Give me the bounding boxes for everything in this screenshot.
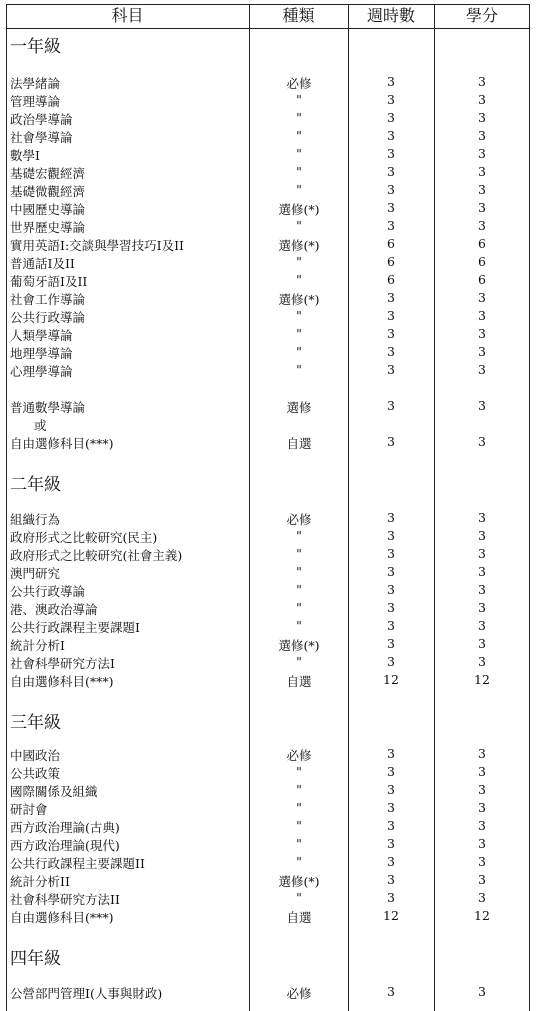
table-row bbox=[6, 236, 530, 254]
type-cell: 必修 bbox=[286, 76, 312, 91]
hours-cell: 3 bbox=[387, 110, 395, 125]
hours-cell: 3 bbox=[387, 164, 395, 179]
hours-cell: 3 bbox=[387, 636, 395, 651]
credits-cell: 3 bbox=[478, 146, 486, 161]
table-row bbox=[6, 582, 530, 600]
subject-cell: 葡萄牙語I及II bbox=[10, 274, 88, 289]
credits-cell: 3 bbox=[478, 984, 486, 999]
hours-cell: 6 bbox=[387, 272, 395, 287]
hours-cell: 3 bbox=[387, 92, 395, 107]
type-cell: 必修 bbox=[286, 748, 312, 763]
type-cell: " bbox=[296, 800, 302, 815]
credits-cell: 3 bbox=[478, 854, 486, 869]
table-row bbox=[6, 434, 530, 452]
subject-cell: 社會工作導論 bbox=[10, 292, 86, 307]
hours-cell: 3 bbox=[387, 600, 395, 615]
table-row bbox=[6, 182, 530, 200]
table-row bbox=[6, 110, 530, 128]
credits-cell: 12 bbox=[474, 672, 490, 687]
hours-cell: 3 bbox=[387, 200, 395, 215]
table-row bbox=[6, 344, 530, 362]
table-row bbox=[6, 218, 530, 236]
type-cell: " bbox=[296, 272, 302, 287]
table-row bbox=[6, 764, 530, 782]
subject-cell: 法學緒論 bbox=[10, 76, 61, 91]
type-cell: " bbox=[296, 528, 302, 543]
hours-cell: 3 bbox=[387, 218, 395, 233]
table-row bbox=[6, 398, 530, 416]
credits-cell: 3 bbox=[478, 362, 486, 377]
type-cell: 選修(*) bbox=[278, 638, 320, 653]
table-row bbox=[6, 854, 530, 872]
table-row bbox=[6, 92, 530, 110]
credits-cell: 3 bbox=[478, 818, 486, 833]
hours-cell: 3 bbox=[387, 872, 395, 887]
type-cell: 必修 bbox=[286, 512, 312, 527]
credits-cell: 3 bbox=[478, 872, 486, 887]
hours-cell: 3 bbox=[387, 182, 395, 197]
credits-cell: 3 bbox=[478, 636, 486, 651]
table-row bbox=[6, 254, 530, 272]
type-cell: " bbox=[296, 854, 302, 869]
credits-cell: 3 bbox=[478, 800, 486, 815]
hours-cell: 6 bbox=[387, 236, 395, 251]
subject-cell: 組織行為 bbox=[10, 512, 61, 527]
subject-cell: 社會學導論 bbox=[10, 130, 73, 145]
credits-cell: 3 bbox=[478, 92, 486, 107]
credits-cell: 3 bbox=[478, 782, 486, 797]
credits-cell: 6 bbox=[478, 254, 486, 269]
type-cell: " bbox=[296, 308, 302, 323]
table-row bbox=[6, 908, 530, 926]
table-row bbox=[6, 146, 530, 164]
type-cell: " bbox=[296, 110, 302, 125]
hours-cell: 3 bbox=[387, 290, 395, 305]
subject-cell: 統計分析II bbox=[10, 874, 70, 889]
hours-cell: 3 bbox=[387, 528, 395, 543]
hours-cell: 3 bbox=[387, 984, 395, 999]
subject-cell: 公共行政課程主要課題I bbox=[10, 620, 140, 635]
credits-cell: 3 bbox=[478, 510, 486, 525]
table-row bbox=[6, 890, 530, 908]
hours-cell: 3 bbox=[387, 800, 395, 815]
type-cell: 自選 bbox=[286, 674, 312, 689]
table-row bbox=[6, 128, 530, 146]
hours-cell: 3 bbox=[387, 618, 395, 633]
header-type: 種類 bbox=[282, 6, 315, 25]
table-row bbox=[6, 872, 530, 890]
table-row bbox=[6, 74, 530, 92]
subject-cell: 澳門研究 bbox=[10, 566, 61, 581]
year-heading: 二年級 bbox=[10, 475, 61, 495]
type-cell: " bbox=[296, 128, 302, 143]
table-row bbox=[6, 528, 530, 546]
subject-cell: 自由選修科目(***) bbox=[10, 910, 114, 925]
year-heading: 四年級 bbox=[10, 949, 61, 969]
subject-cell: 政府形式之比較研究(民主) bbox=[10, 530, 158, 545]
subject-cell: 港、澳政治導論 bbox=[10, 602, 98, 617]
subject-cell: 政治學導論 bbox=[10, 112, 73, 127]
type-cell: " bbox=[296, 344, 302, 359]
type-cell: 選修 bbox=[286, 400, 312, 415]
subject-cell: 中國政治 bbox=[10, 748, 61, 763]
subject-cell: 心理學導論 bbox=[10, 364, 73, 379]
type-cell: " bbox=[296, 582, 302, 597]
subject-cell: 管理導論 bbox=[10, 94, 61, 109]
subject-cell: 中國歷史導論 bbox=[10, 202, 86, 217]
table-row bbox=[6, 818, 530, 836]
hours-cell: 3 bbox=[387, 510, 395, 525]
type-cell: 自選 bbox=[286, 436, 312, 451]
subject-cell: 社會科學研究方法II bbox=[10, 892, 120, 907]
year-heading: 一年級 bbox=[10, 37, 61, 57]
hours-cell: 3 bbox=[387, 398, 395, 413]
credits-cell: 3 bbox=[478, 564, 486, 579]
hours-cell: 3 bbox=[387, 128, 395, 143]
subject-cell: 人類學導論 bbox=[10, 328, 73, 343]
credits-cell: 3 bbox=[478, 200, 486, 215]
header-subject: 科目 bbox=[111, 6, 144, 25]
hours-cell: 3 bbox=[387, 308, 395, 323]
table-row bbox=[6, 782, 530, 800]
header-credits: 學分 bbox=[465, 6, 498, 25]
hours-cell: 3 bbox=[387, 854, 395, 869]
hours-cell: 3 bbox=[387, 890, 395, 905]
type-cell: " bbox=[296, 92, 302, 107]
subject-cell: 國際關係及組織 bbox=[10, 784, 98, 799]
table-row bbox=[6, 836, 530, 854]
credits-cell: 3 bbox=[478, 308, 486, 323]
type-cell: " bbox=[296, 564, 302, 579]
type-cell: " bbox=[296, 764, 302, 779]
credits-cell: 3 bbox=[478, 546, 486, 561]
credits-cell: 3 bbox=[478, 290, 486, 305]
hours-cell: 6 bbox=[387, 254, 395, 269]
subject-cell: 西方政治理論(古典) bbox=[10, 820, 120, 835]
subject-cell: 實用英語I:交談與學習技巧I及II bbox=[10, 238, 184, 253]
hours-cell: 3 bbox=[387, 746, 395, 761]
subject-cell: 數學I bbox=[10, 148, 40, 163]
subject-cell: 社會科學研究方法I bbox=[10, 656, 115, 671]
hours-cell: 3 bbox=[387, 764, 395, 779]
type-cell: " bbox=[296, 782, 302, 797]
credits-cell: 3 bbox=[478, 618, 486, 633]
type-cell: 自選 bbox=[286, 910, 312, 925]
hours-cell: 3 bbox=[387, 818, 395, 833]
hours-cell: 3 bbox=[387, 582, 395, 597]
credits-cell: 3 bbox=[478, 182, 486, 197]
table-row bbox=[6, 618, 530, 636]
table-row bbox=[6, 564, 530, 582]
credits-cell: 3 bbox=[478, 600, 486, 615]
credits-cell: 3 bbox=[478, 836, 486, 851]
hours-cell: 3 bbox=[387, 546, 395, 561]
subject-cell: 公共行政導論 bbox=[10, 584, 86, 599]
credits-cell: 3 bbox=[478, 74, 486, 89]
hours-cell: 3 bbox=[387, 782, 395, 797]
or-text: 或 bbox=[34, 418, 47, 433]
subject-cell: 地理學導論 bbox=[10, 346, 73, 361]
hours-cell: 3 bbox=[387, 326, 395, 341]
type-cell: " bbox=[296, 146, 302, 161]
type-cell: " bbox=[296, 182, 302, 197]
credits-cell: 3 bbox=[478, 582, 486, 597]
subject-cell: 自由選修科目(***) bbox=[10, 436, 114, 451]
type-cell: 選修(*) bbox=[278, 874, 320, 889]
hours-cell: 3 bbox=[387, 564, 395, 579]
table-row bbox=[6, 636, 530, 654]
course-table bbox=[6, 4, 530, 1011]
table-row bbox=[6, 164, 530, 182]
subject-cell: 西方政治理論(現代) bbox=[10, 838, 120, 853]
type-cell: 選修(*) bbox=[278, 202, 320, 217]
credits-cell: 3 bbox=[478, 434, 486, 449]
table-row bbox=[6, 654, 530, 672]
hours-cell: 3 bbox=[387, 836, 395, 851]
subject-cell: 公共政策 bbox=[10, 766, 61, 781]
credits-cell: 3 bbox=[478, 398, 486, 413]
type-cell: " bbox=[296, 254, 302, 269]
header-bottom-border bbox=[6, 28, 530, 29]
type-cell: " bbox=[296, 600, 302, 615]
type-cell: 選修(*) bbox=[278, 238, 320, 253]
type-cell: " bbox=[296, 362, 302, 377]
hours-cell: 3 bbox=[387, 344, 395, 359]
subject-cell: 公共行政導論 bbox=[10, 310, 86, 325]
hours-cell: 12 bbox=[383, 908, 399, 923]
table-row bbox=[6, 600, 530, 618]
header-hours: 週時數 bbox=[366, 6, 415, 25]
credits-cell: 3 bbox=[478, 764, 486, 779]
credits-cell: 3 bbox=[478, 326, 486, 341]
credits-cell: 3 bbox=[478, 218, 486, 233]
subject-cell: 基礎微觀經濟 bbox=[10, 184, 86, 199]
hours-cell: 3 bbox=[387, 74, 395, 89]
hours-cell: 3 bbox=[387, 146, 395, 161]
table-row bbox=[6, 290, 530, 308]
table-top-border bbox=[6, 4, 530, 5]
type-cell: 必修 bbox=[286, 986, 312, 1001]
table-row bbox=[6, 272, 530, 290]
type-cell: " bbox=[296, 654, 302, 669]
credits-cell: 3 bbox=[478, 746, 486, 761]
table-row bbox=[6, 362, 530, 380]
subject-cell: 基礎宏觀經濟 bbox=[10, 166, 86, 181]
credits-cell: 3 bbox=[478, 110, 486, 125]
type-cell: " bbox=[296, 218, 302, 233]
table-row bbox=[6, 326, 530, 344]
hours-cell: 3 bbox=[387, 362, 395, 377]
type-cell: " bbox=[296, 836, 302, 851]
type-cell: " bbox=[296, 618, 302, 633]
subject-cell: 普通話I及II bbox=[10, 256, 75, 271]
year-heading: 三年級 bbox=[10, 713, 61, 733]
credits-cell: 3 bbox=[478, 528, 486, 543]
table-row bbox=[6, 200, 530, 218]
subject-cell: 統計分析I bbox=[10, 638, 65, 653]
subject-cell: 世界歷史導論 bbox=[10, 220, 86, 235]
credits-cell: 3 bbox=[478, 128, 486, 143]
hours-cell: 3 bbox=[387, 654, 395, 669]
table-row bbox=[6, 800, 530, 818]
type-cell: " bbox=[296, 326, 302, 341]
subject-cell: 公營部門管理I(人事與財政) bbox=[10, 986, 163, 1001]
table-row bbox=[6, 546, 530, 564]
subject-cell: 自由選修科目(***) bbox=[10, 674, 114, 689]
type-cell: " bbox=[296, 164, 302, 179]
credits-cell: 3 bbox=[478, 654, 486, 669]
subject-cell: 研討會 bbox=[10, 802, 48, 817]
table-row bbox=[6, 672, 530, 690]
credits-cell: 3 bbox=[478, 890, 486, 905]
credits-cell: 12 bbox=[474, 908, 490, 923]
subject-cell: 政府形式之比較研究(社會主義) bbox=[10, 548, 183, 563]
table-row bbox=[6, 984, 530, 1002]
type-cell: " bbox=[296, 818, 302, 833]
credits-cell: 3 bbox=[478, 344, 486, 359]
subject-cell: 公共行政課程主要課題II bbox=[10, 856, 145, 871]
type-cell: " bbox=[296, 890, 302, 905]
credits-cell: 6 bbox=[478, 272, 486, 287]
type-cell: 選修(*) bbox=[278, 292, 320, 307]
type-cell: " bbox=[296, 546, 302, 561]
hours-cell: 12 bbox=[383, 672, 399, 687]
table-row bbox=[6, 510, 530, 528]
credits-cell: 3 bbox=[478, 164, 486, 179]
subject-cell: 普通數學導論 bbox=[10, 400, 86, 415]
hours-cell: 3 bbox=[387, 434, 395, 449]
table-row bbox=[6, 746, 530, 764]
credits-cell: 6 bbox=[478, 236, 486, 251]
table-row bbox=[6, 308, 530, 326]
